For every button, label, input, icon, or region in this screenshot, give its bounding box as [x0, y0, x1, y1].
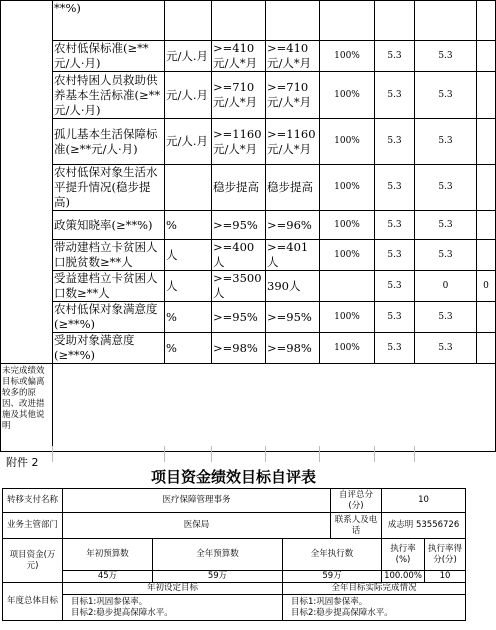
indicator-cell: 农村特困人员救助供养基本生活标准(≥**元/人·月)	[53, 72, 165, 119]
weight-cell: 5.3	[375, 240, 415, 271]
extra-cell	[477, 41, 496, 72]
attachment-label: 附件 2	[6, 456, 39, 469]
extra-cell	[477, 72, 496, 119]
target-cell: >=95%	[212, 302, 266, 333]
col-exec-rate: 执行率(%)	[382, 539, 425, 571]
table-row	[1, 211, 496, 240]
actual-goal-line: 目标2:稳步提高保障水平。	[291, 607, 393, 618]
score-cell: 5.3	[415, 333, 477, 364]
weight-cell: 5.3	[375, 41, 415, 72]
rate-cell: 100%	[320, 119, 375, 165]
target-cell: >=400人	[212, 240, 266, 271]
competent-dept-label: 业务主管部门	[3, 513, 63, 539]
unit-cell	[165, 165, 212, 211]
unit-cell: %	[165, 302, 212, 333]
score-cell: 5.3	[415, 211, 477, 240]
indicator-cell: 农村低保标准(≥**元/人·月)	[53, 41, 165, 72]
unit-cell: 人	[165, 240, 212, 271]
rate-cell: 100%	[320, 211, 375, 240]
actual-cell: >=410元/人*月	[266, 41, 320, 72]
rate-cell: 100%	[320, 165, 375, 211]
col-initial-budget: 年初预算数	[63, 539, 153, 571]
actual-cell: >=96%	[266, 211, 320, 240]
contact-label: 联系人及电话	[331, 513, 382, 539]
total-score-label: 自评总分(分)	[331, 489, 382, 513]
indicator-cell: 政策知晓率(≥**%)	[53, 211, 165, 240]
extra-cell: 0	[477, 271, 496, 302]
score-cell: 5.3	[415, 119, 477, 165]
col-full-year-budget: 全年预算数	[153, 539, 283, 571]
target-cell: >=95%	[212, 211, 266, 240]
indicator-cell: 农村低保对象满意度(≥**%)	[53, 302, 165, 333]
score-cell: 5.3	[415, 240, 477, 271]
actual-cell: >=401人	[266, 240, 320, 271]
funds-label: 项目资金(万元)	[3, 539, 63, 583]
indicator-cell: 农村低保对象生活水平提升情况(稳步提高)	[53, 165, 165, 211]
weight-cell: 5.3	[375, 72, 415, 119]
contact-value: 成志明 53556726	[382, 513, 466, 539]
plan-header: 年初设定目标	[63, 583, 283, 595]
val-full-year-budget: 59万	[153, 571, 283, 583]
actual-cell: >=1160元/人*月	[266, 119, 320, 165]
weight-cell: 5.3	[375, 271, 415, 302]
target-cell: >=410元/人*月	[212, 41, 266, 72]
remarks-content	[53, 364, 496, 452]
table-row	[1, 41, 496, 72]
target-cell: >=3500人	[212, 271, 266, 302]
table-row	[1, 165, 496, 211]
extra-cell	[477, 165, 496, 211]
plan-goals	[63, 595, 283, 621]
extra-cell	[477, 211, 496, 240]
rate-cell	[320, 271, 375, 302]
unit-cell: 元/人.月	[165, 72, 212, 119]
score-cell: 0	[415, 271, 477, 302]
actual-cell: >=95%	[266, 302, 320, 333]
overall-goal-label: 年度总体目标	[3, 583, 63, 621]
remarks-label: 未完成绩效目标或偏离较多的原因、改进措施及其他说明	[1, 364, 53, 452]
actual-cell: >=98%	[266, 333, 320, 364]
competent-dept-value: 医保局	[63, 513, 331, 539]
target-cell: 稳步提高	[212, 165, 266, 211]
actual-goal-line: 目标1:巩固参保率。	[291, 596, 368, 607]
table-left-column	[1, 1, 53, 364]
unit-cell: 人	[165, 271, 212, 302]
actual-cell: 稳步提高	[266, 165, 320, 211]
extra-cell	[477, 302, 496, 333]
table-row	[1, 302, 496, 333]
weight-cell: 5.3	[375, 211, 415, 240]
score-cell: 5.3	[415, 302, 477, 333]
unit-cell: 元/人.月	[165, 119, 212, 165]
total-score-value: 10	[382, 489, 466, 513]
extra-cell	[477, 119, 496, 165]
extra-cell	[477, 333, 496, 364]
weight-cell: 5.3	[375, 165, 415, 211]
table-row	[1, 240, 496, 271]
val-initial-budget: 45万	[63, 571, 153, 583]
rate-cell: 100%	[320, 41, 375, 72]
target-cell: >=710元/人*月	[212, 72, 266, 119]
table-row	[1, 333, 496, 364]
form-title: 项目资金绩效目标自评表	[150, 468, 316, 486]
extra-cell	[477, 240, 496, 271]
plan-goal-line: 目标1:巩固参保率。	[71, 596, 148, 607]
indicator-cell: 受助对象满意度(≥**%)	[53, 333, 165, 364]
val-exec-rate: 100.00%	[382, 571, 425, 583]
col-exec-score: 执行率得分(分)	[425, 539, 466, 571]
table-row	[1, 72, 496, 119]
rate-cell: 100%	[320, 333, 375, 364]
rate-cell: 100%	[320, 302, 375, 333]
self-evaluation-form	[2, 488, 466, 621]
table-row	[1, 271, 496, 302]
plan-goal-line: 目标2:稳步提高保障水平。	[71, 607, 173, 618]
unit-cell: %	[165, 211, 212, 240]
score-cell: 5.3	[415, 41, 477, 72]
score-cell: 5.3	[415, 72, 477, 119]
rate-cell: 100%	[320, 240, 375, 271]
unit-cell: 元/人.月	[165, 41, 212, 72]
indicator-fragment: **%)	[53, 1, 165, 41]
table-row	[1, 119, 496, 165]
target-cell: >=98%	[212, 333, 266, 364]
indicator-cell: 孤儿基本生活保障标准(≥**元/人·月)	[53, 119, 165, 165]
score-cell: 5.3	[415, 165, 477, 211]
actual-cell: 390人	[266, 271, 320, 302]
target-cell: >=1160元/人*月	[212, 119, 266, 165]
indicator-cell: 带动建档立卡贫困人口脱贫数≥**人	[53, 240, 165, 271]
weight-cell: 5.3	[375, 302, 415, 333]
program-name-label: 转移支付名称	[3, 489, 63, 513]
actual-cell: >=710元/人*月	[266, 72, 320, 119]
weight-cell: 5.3	[375, 119, 415, 165]
actual-header: 全年目标实际完成情况	[283, 583, 466, 595]
unit-cell: %	[165, 333, 212, 364]
val-executed: 59万	[283, 571, 382, 583]
col-executed: 全年执行数	[283, 539, 382, 571]
indicator-cell: 受益建档立卡贫困人口数≥**人	[53, 271, 165, 302]
val-exec-score: 10	[425, 571, 466, 583]
program-name-value: 医疗保障管理事务	[63, 489, 331, 513]
weight-cell: 5.3	[375, 333, 415, 364]
rate-cell: 100%	[320, 72, 375, 119]
actual-goals	[283, 595, 466, 621]
